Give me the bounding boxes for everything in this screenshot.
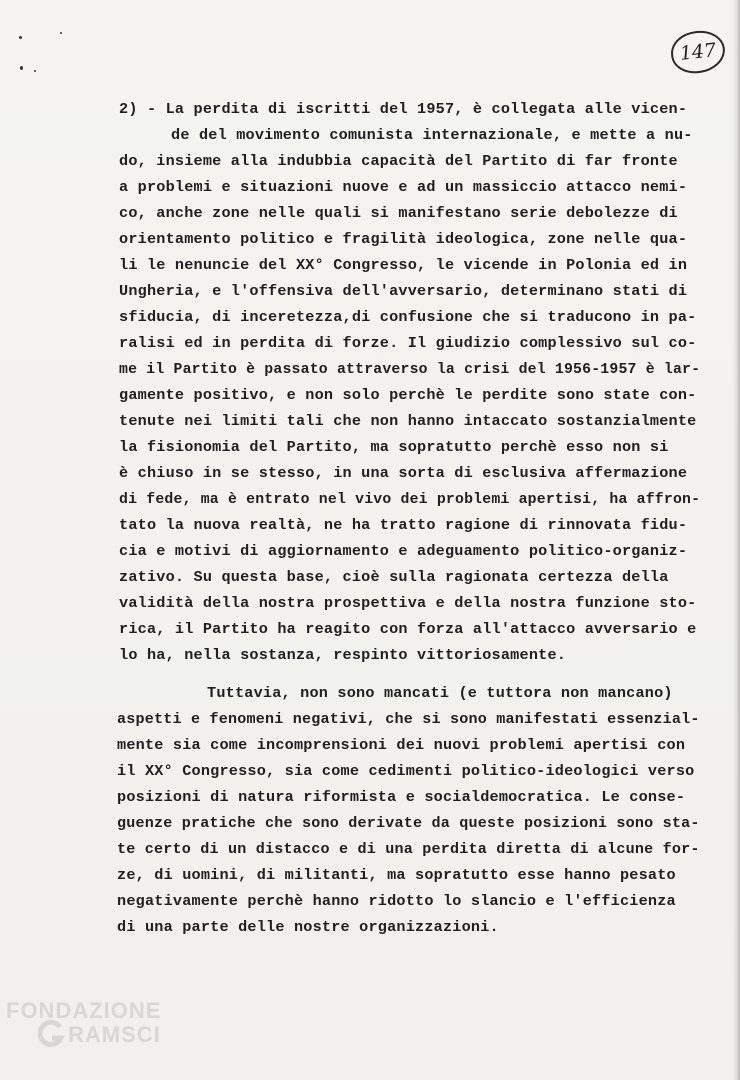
text-line: Tuttavia, non sono mancati (e tuttora non mancano) [207, 684, 673, 702]
text-line: posizioni di natura riformista e socialdemocratica. Le conse- [117, 788, 686, 806]
handwritten-folio-number [669, 28, 727, 75]
text-line: aspetti e fenomeni negativi, che si sono manifestati essenzial- [117, 710, 700, 728]
watermark-line-1: FONDAZIONE [6, 998, 162, 1023]
text-line: è chiuso in se stesso, in una sorta di esclusiva affermazione [119, 464, 688, 482]
text-line: zativo. Su questa base, cioè sulla ragionata certezza della [119, 568, 669, 586]
text-line: ze, di uomini, di militanti, ma sopratutto esse hanno pesato [117, 866, 676, 884]
text-line: tenute nei limiti tali che non hanno intaccato sostanzialmente [119, 412, 697, 430]
folio-text: 147 [678, 39, 718, 65]
text-line: la fisionomia del Partito, ma sopratutto perchè esso non si [119, 438, 669, 456]
text-line: te certo di un distacco e di una perdita diretta di alcune for- [117, 840, 700, 858]
text-line: tato la nuova realtà, ne ha tratto ragione di rinnovata fidu- [119, 516, 688, 534]
text-line: a problemi e situazioni nuove e ad un massiccio attacco nemi- [119, 178, 688, 196]
text-line: il XX° Congresso, sia come cedimenti politico-ideologici verso [117, 762, 695, 780]
text-line: de del movimento comunista internazionale, e mette a nu- [171, 126, 693, 144]
ink-speck [60, 32, 62, 34]
fondazione-gramsci-watermark [6, 996, 196, 1056]
text-line: lo ha, nella sostanza, respinto vittoriosamente. [119, 646, 567, 664]
text-line: ralisi ed in perdita di forze. Il giudizio complessivo sul co- [119, 334, 697, 352]
page-edge-shadow [732, 0, 740, 1080]
text-line: Ungheria, e l'offensiva dell'avversario, determinano stati di [119, 282, 688, 300]
text-line: rica, il Partito ha reagito con forza all'attacco avversario e [119, 620, 697, 638]
text-line: di una parte delle nostre organizzazioni. [117, 918, 499, 936]
text-line: guenze pratiche che sono derivate da queste posizioni sono sta- [117, 814, 700, 832]
text-line: gamente positivo, e non solo perchè le perdite sono state con- [119, 386, 697, 404]
text-line: sfiducia, di inceretezza,di confusione che si traducono in pa- [119, 308, 697, 326]
text-line: validità della nostra prospettiva e della nostra funzione sto- [119, 594, 697, 612]
text-line: li le nenuncie del XX° Congresso, le vicende in Polonia ed in [119, 256, 688, 274]
watermark-g-logo-icon [36, 1018, 66, 1048]
text-line: mente sia come incomprensioni dei nuovi problemi apertisi con [117, 736, 686, 754]
ink-speck [34, 70, 36, 72]
text-line: 2) - La perdita di iscritti del 1957, è collegata alle vicen- [119, 100, 688, 118]
text-line: co, anche zone nelle quali si manifestano serie debolezze di [119, 204, 678, 222]
ink-speck [20, 66, 23, 70]
text-line: do, insieme alla indubbia capacità del Partito di far fronte [119, 152, 678, 170]
watermark-line-2: RAMSCI [68, 1022, 161, 1047]
text-line: me il Partito è passato attraverso la crisi del 1956-1957 è lar- [119, 360, 701, 378]
text-line: negativamente perchè hanno ridotto lo slancio e l'efficienza [117, 892, 676, 910]
text-line: cia e motivi di aggiornamento e adeguamento politico-organiz- [119, 542, 688, 560]
text-line: orientamento politico e fragilità ideologica, zone nelle qua- [119, 230, 688, 248]
ink-speck [19, 36, 22, 39]
text-line: di fede, ma è entrato nel vivo dei problemi apertisi, ha affron- [119, 490, 701, 508]
